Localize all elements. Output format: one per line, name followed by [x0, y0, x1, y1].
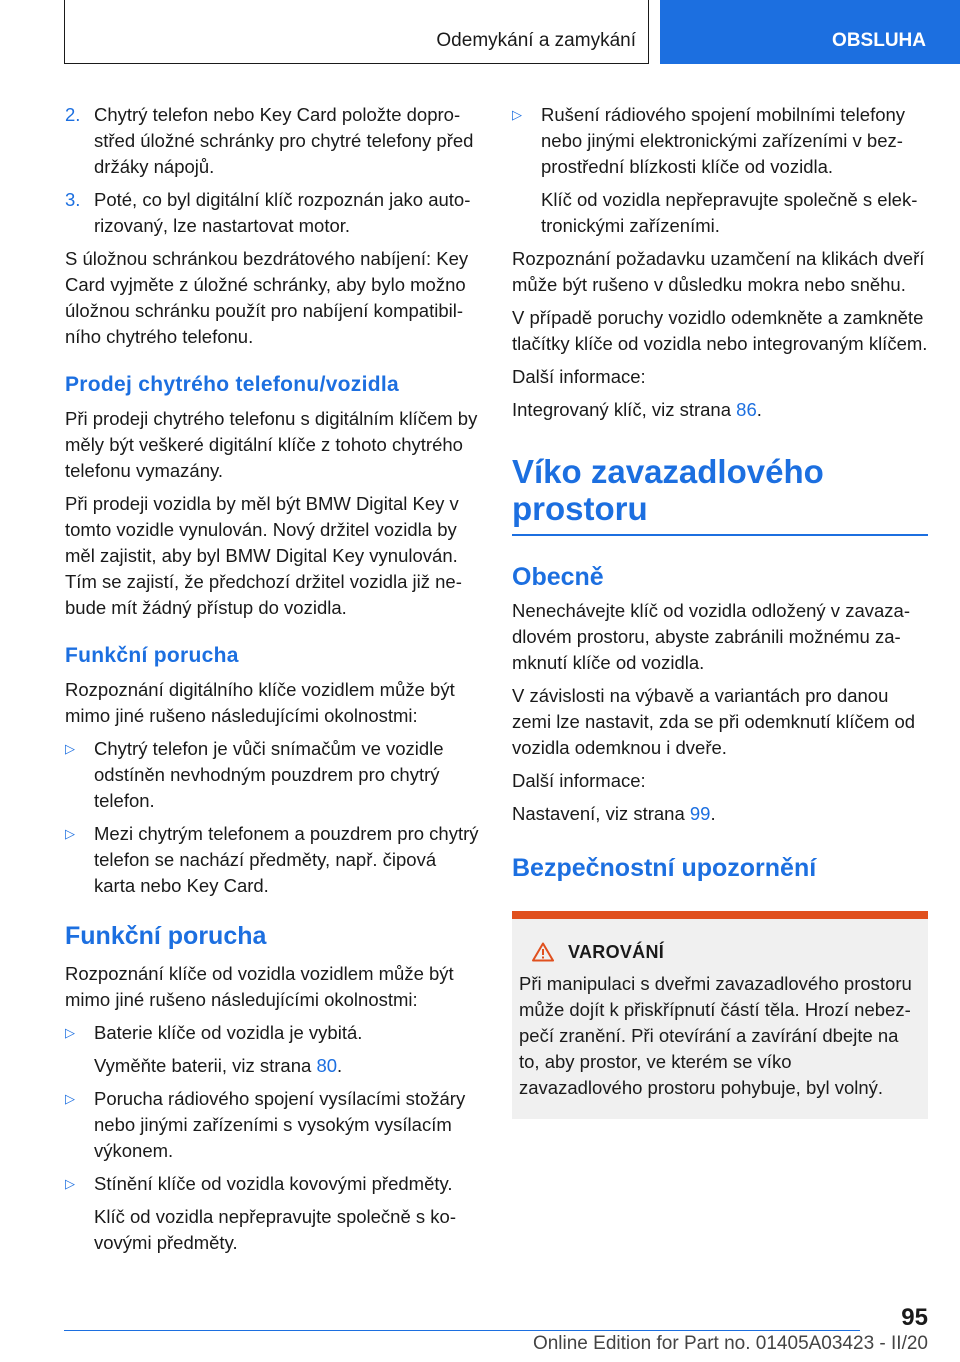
- more-info-label: Další informace:: [512, 366, 646, 387]
- warning-box: [512, 911, 928, 1119]
- left-column: [65, 102, 481, 1263]
- cross-reference-text: Vyměňte baterii, viz strana: [94, 1055, 312, 1076]
- cross-reference-text: Integrovaný klíč, viz strana: [512, 399, 732, 420]
- triangle-bullet-icon: ▷: [65, 826, 75, 841]
- heading-fault-digital: Funkční porucha: [65, 644, 239, 667]
- paragraph: Rozpoznání klíče od vozidla vozidlem může být mimo jiné rušeno následujícími okolnostmi:: [65, 963, 454, 1010]
- list-item-text: Mezi chytrým telefonem a pouzdrem pro chytrý telefon se nachází předměty, např. čipová karta nebo Key Card.: [94, 823, 479, 896]
- page-number: 95: [901, 1304, 928, 1331]
- paragraph: Nenechávejte klíč od vozidla odložený v zavazadlovém prostoru, abyste zabránili možnému zamknutí klíče od vozidla.: [512, 600, 910, 673]
- list-item: [65, 1086, 481, 1164]
- list-item-text: Chytrý telefon je vůči snímačům ve vozidle odstíněn nevhodným pouzdrem pro chytrý telefon.: [94, 738, 444, 811]
- step-text: Poté, co byl digitální klíč rozpoznán jako autorizovaný, lze nastartovat motor.: [94, 189, 471, 236]
- step-number: 3.: [65, 189, 81, 210]
- heading-sale: Prodej chytrého telefonu/vozidla: [65, 373, 399, 396]
- page-link[interactable]: 80: [316, 1055, 338, 1076]
- step-item: [65, 102, 481, 180]
- section-tab: [660, 0, 960, 64]
- paragraph: V případě poruchy vozidlo odemkněte a zamkněte tlačítky klíče od vozidla nebo integrovaným klíčem.: [512, 307, 928, 354]
- heading-safety: Bezpečnostní upozornění: [512, 854, 817, 882]
- list-item: [65, 1171, 481, 1256]
- page-link[interactable]: 86: [736, 399, 757, 420]
- cross-reference-text: Nastavení, viz strana: [512, 803, 685, 824]
- chapter-title: Odemykání a zamykání: [436, 30, 636, 51]
- triangle-bullet-icon: ▷: [65, 741, 75, 756]
- list-item-subtext: Klíč od vozidla nepřepravujte společně s kovovými předměty.: [94, 1206, 456, 1253]
- heading-fault-key: Funkční porucha: [65, 922, 267, 950]
- header-chapter-box: [64, 0, 649, 64]
- heading-trunk-lid: Víko zavazadlového prostoru: [512, 453, 928, 536]
- step-text: Chytrý telefon nebo Key Card položte doprostřed úložné schránky pro chytré telefony před držáky nápojů.: [94, 104, 474, 177]
- step-number: 2.: [65, 104, 81, 125]
- triangle-bullet-icon: ▷: [512, 107, 522, 122]
- cross-reference: Integrovaný klíč, viz strana 86.: [512, 399, 762, 420]
- paragraph: Rozpoznání požadavku uzamčení na klikách dveří může být rušeno v důsledku mokra nebo sněhu.: [512, 248, 925, 295]
- list-item: [65, 736, 481, 814]
- list-item-text: Rušení rádiového spojení mobilními telefony nebo jinými elektronickými zařízeními v bezprostřední blízkosti klíče od vozidla.: [541, 104, 906, 177]
- right-column: [512, 102, 928, 1119]
- triangle-bullet-icon: ▷: [65, 1091, 75, 1106]
- list-item: [65, 821, 481, 899]
- step-item: [65, 187, 481, 239]
- footer-edition: Online Edition for Part no. 01405A03423 - II/20: [532, 1333, 928, 1354]
- page-link[interactable]: 99: [689, 803, 711, 824]
- list-item-subtext: Klíč od vozidla nepřepravujte společně s elektronickými zařízeními.: [541, 189, 918, 236]
- warning-triangle-icon: [532, 942, 554, 962]
- list-item: [65, 1020, 481, 1079]
- triangle-bullet-icon: ▷: [65, 1176, 75, 1191]
- triangle-bullet-icon: ▷: [65, 1025, 75, 1040]
- paragraph: Při prodeji chytrého telefonu s digitálním klíčem by měly být veškeré digitální klíče z tohoto chytrého telefonu vymazány.: [65, 408, 478, 481]
- list-item-text: Porucha rádiového spojení vysílacími stožáry nebo jinými zařízeními s vysokým vysílacím výkonem.: [94, 1088, 466, 1161]
- paragraph: S úložnou schránkou bezdrátového nabíjení: Key Card vyjměte z úložné schránky, aby bylo možno úložnou schránku použít pro nabíjení kompatibilního chytrého telefonu.: [65, 248, 469, 347]
- more-info-label: Další informace:: [512, 770, 646, 791]
- paragraph: V závislosti na výbavě a variantách pro danou zemi lze nastavit, zda se při odemknutí klíčem od vozidla odemknou i dveře.: [512, 685, 916, 758]
- warning-title: VAROVÁNÍ: [568, 942, 665, 962]
- list-item-text: Baterie klíče od vozidla je vybitá.: [94, 1022, 363, 1043]
- paragraph: Rozpoznání digitálního klíče vozidlem může být mimo jiné rušeno následujícími okolnostmi:: [65, 679, 455, 726]
- list-item-subtext: Vyměňte baterii, viz strana 80.: [94, 1055, 343, 1076]
- list-item: [512, 102, 928, 239]
- section-label: OBSLUHA: [832, 30, 926, 51]
- list-item-text: Stínění klíče od vozidla kovovými předměty.: [94, 1173, 453, 1194]
- warning-text: Při manipulaci s dveřmi zavazadlového prostoru může dojít k přiskřípnutí částí těla. Hrozí nebezpečí zranění. Při otevírání a zavírání dbejte na to, aby prostor, ve kterém se víko zavazadlového prostoru pohybuje, byl volný.: [519, 973, 912, 1098]
- footer-divider: [64, 1330, 860, 1331]
- paragraph: Při prodeji vozidla by měl být BMW Digital Key v tomto vozidle vynulován. Nový držitel vozidla by měl zajistit, aby byl BMW Digital Key vynulován. Tím se zajistí, že předchozí držitel vozidla již nebude mít žádný přístup do vozidla.: [65, 493, 462, 618]
- cross-reference: Nastavení, viz strana 99.: [512, 803, 716, 824]
- heading-general: Obecně: [512, 563, 604, 591]
